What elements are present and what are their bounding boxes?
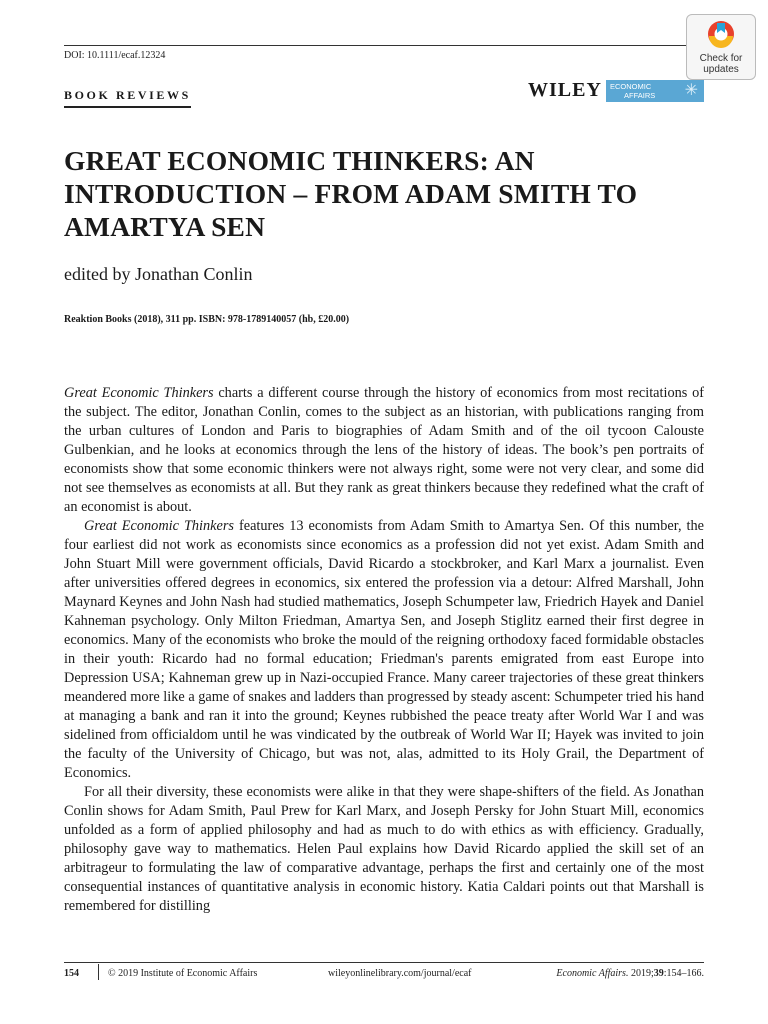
paragraph-2-text: features 13 economists from Adam Smith to Amartya Sen. Of this number, the four earliest did not work as economists since economics as a profession did not yet exist. Adam Smith and John Stuart Mill were government officials, David Ricardo a stockbroker, and Karl Marx a journalist. Even after universities offered degrees in economics, six entered the profession via a detour: Alfred Marshall, John Maynard Keynes and John Nash had studied mathematics, Joseph Schumpeter law, Friedrich Hayek and Daniel Kahneman psychology. Only Milton Friedman, Amartya Sen, and Joseph Stiglitz earned their first degree in economics. Many of the economists who broke the mould of the reigning orthodoxy faced formidable obstacles in their youth: Ricardo had no formal education; Friedman's parents emigrated from east Europe into Depression USA; Kahneman grew up in Nazi-occupied France. Many career trajectories of these great thinkers meandered more like a game of snakes and ladders than progressed by steady ascent: Schumpeter tried his hand at managing a bank and ran it into the ground; Keynes rubbished the peace treaty after World War I and was sidelined from officialdom until he was vindicated by the outbreak of World War II; Hayek was invited to join the faculty of the University of Chicago, but was not, alas, admitted to its Holy Grail, the Department of Economics.	[64, 518, 704, 781]
paragraph-1	[64, 384, 704, 517]
paragraph-2	[64, 517, 704, 783]
check-updates-line2: updates	[703, 64, 739, 75]
citation	[556, 968, 704, 979]
footer-rule	[64, 962, 704, 963]
doi[interactable]: DOI: 10.1111/ecaf.12324	[64, 50, 166, 61]
citation-volume: 39	[653, 968, 664, 979]
review-body	[64, 384, 704, 916]
footer-separator	[98, 964, 99, 980]
journal-logo	[606, 80, 704, 102]
check-for-updates-badge[interactable]	[686, 14, 756, 80]
paragraph-3: For all their diversity, these economists were alike in that they were shape-shifters of the field. As Jonathan Conlin shows for Adam Smith, Paul Prew for Karl Marx, and Joseph Persky for John Stuart Mill, economics unfolded as a form of applied philosophy and had as much to do with ethics as with efficiency. Gradually, philosophy gave way to mathematics. Helen Paul explains how David Ricardo applied the skill set of an arbitrageur to formulating the law of comparative advantage, perhaps the first and certainly one of the most consequential instances of quantitative analysis in economic history. Katia Caldari points out that Marshall is remembered for distilling	[64, 784, 704, 914]
book-title-italic: Great Economic Thinkers	[84, 518, 234, 534]
section-label: BOOK REVIEWS	[64, 88, 191, 108]
snowflake-icon: ✳	[684, 82, 698, 99]
editor-byline: edited by Jonathan Conlin	[64, 264, 253, 284]
paragraph-1-text: charts a different course through the history of economics from most recitations of the subject. The editor, Jonathan Conlin, comes to the subject as an historian, with publications ranging from the urban cultures of London and Paris to biographies of Adam Smith and of the oil tycoon Calouste Gulbenkian, and he looks at economics through the lens of the history of ideas. The book’s pen portraits of economists show that some economic thinkers were not always right, some were not very clear, and some did not see themselves as economists at all. But they rank as great thinkers because they redefined what the craft of an economist is about.	[64, 385, 704, 515]
journal-logo-line1: ECONOMIC	[610, 82, 652, 91]
book-title-italic: Great Economic Thinkers	[64, 385, 214, 401]
check-updates-line1: Check for	[699, 53, 743, 64]
header-rule	[64, 45, 704, 46]
publication-info: Reaktion Books (2018), 311 pp. ISBN: 978-1789140057 (hb, £20.00)	[64, 314, 350, 325]
citation-pages: :154–166.	[663, 968, 704, 979]
publisher-logo: WILEY	[528, 79, 602, 101]
citation-year: 2019;	[628, 968, 654, 979]
page-number: 154	[64, 968, 79, 979]
journal-url[interactable]: wileyonlinelibrary.com/journal/ecaf	[328, 968, 472, 979]
citation-journal: Economic Affairs.	[556, 968, 629, 979]
copyright: © 2019 Institute of Economic Affairs	[108, 968, 258, 979]
journal-logo-line2: AFFAIRS	[624, 91, 656, 100]
check-updates-icon	[704, 19, 738, 51]
article-title: GREAT ECONOMIC THINKERS: AN INTRODUCTION – FROM ADAM SMITH TO AMARTYA SEN	[64, 145, 638, 242]
